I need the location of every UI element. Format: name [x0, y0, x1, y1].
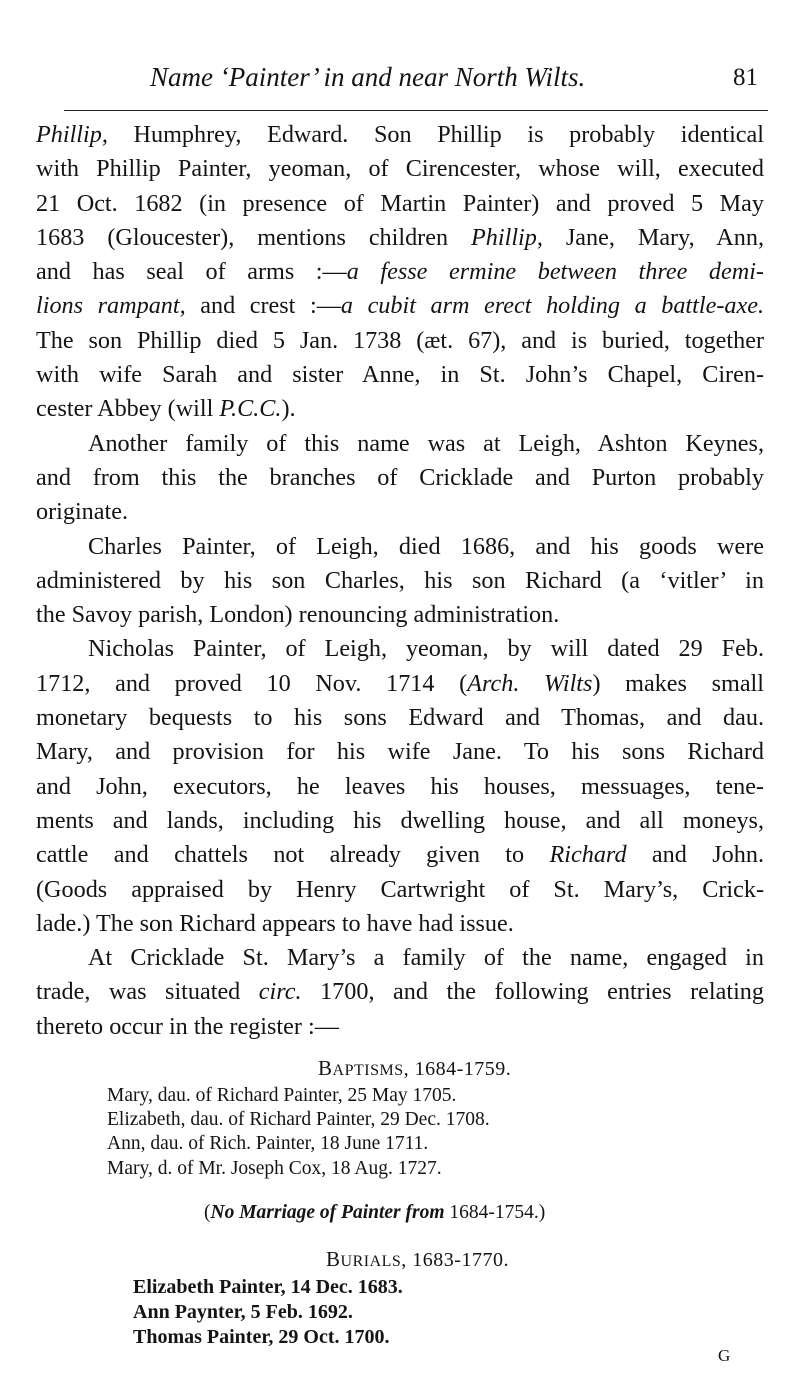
text-run: 1700, and the following entries relating [301, 978, 764, 1006]
text-run: trade, was situated [36, 978, 259, 1006]
text-line: Mary, and provision for his wife Jane. To his sons Richard [36, 738, 764, 766]
running-title: Name ‘Painter’ in and near North Wilts. [150, 62, 586, 92]
italic-abbrev: circ. [258, 978, 302, 1006]
baptisms-heading [318, 1056, 511, 1081]
text-line: Nicholas Painter, of Leigh, yeoman, by will dated 29 Feb. [88, 635, 764, 663]
italic-name: Richard [549, 841, 627, 869]
text-line: lade.) The son Richard appears to have had issue. [36, 909, 514, 937]
text-line: ments and lands, including his dwelling house, and all moneys, [36, 806, 764, 834]
text-run: Humphrey, Edward. Son Phillip is probably identical [107, 121, 764, 148]
heading-dates: , 1683-1770. [401, 1249, 509, 1271]
text-line: At Cricklade St. Mary’s a family of the name, engaged in [88, 944, 764, 972]
list-item: Thomas Painter, 29 Oct. 1700. [133, 1326, 390, 1348]
text-line [36, 392, 764, 426]
page-number: 81 [733, 64, 758, 91]
heading-small-caps: APTISMS [332, 1062, 404, 1079]
text-run: 1683 (Gloucester), mentions children [36, 223, 472, 251]
text-run: cattle and chattels not already given to [36, 841, 550, 869]
signature-mark: G [718, 1346, 731, 1365]
italic-abbrev: P.C.C. [219, 395, 282, 423]
text-line: The son Phillip died 5 Jan. 1738 (æt. 67), and is buried, together [36, 326, 764, 354]
italic-blazon: lions rampant, [36, 292, 186, 320]
text-line [36, 221, 764, 255]
heading-initial: B [326, 1247, 341, 1271]
text-line: Another family of this name was at Leigh, Ashton Keynes, [88, 429, 764, 457]
text-line: thereto occur in the register :— [36, 1012, 339, 1040]
list-item: Ann, dau. of Rich. Painter, 18 June 1711. [107, 1133, 429, 1155]
text-line: (Goods appraised by Henry Cartwright of St. Mary’s, Crick- [36, 875, 764, 903]
body-text [36, 118, 764, 1044]
italic-blazon: a fesse ermine between three demi- [346, 258, 764, 286]
header-rule [64, 110, 768, 111]
text-run: and crest :— [185, 292, 341, 320]
text-run: ) makes small [592, 669, 765, 697]
list-item: Mary, d. of Mr. Joseph Cox, 18 Aug. 1727. [107, 1157, 442, 1179]
text-line [36, 838, 764, 872]
burials-entries [133, 1275, 403, 1350]
text-run: 1684-1754.) [444, 1202, 546, 1223]
list-item: Elizabeth Painter, 14 Dec. 1683. [133, 1276, 403, 1298]
text-run: Jane, Mary, Ann, [542, 223, 764, 251]
text-line: with wife Sarah and sister Anne, in St. John’s Chapel, Ciren- [36, 361, 764, 389]
text-run: 1712, and proved 10 Nov. 1714 ( [36, 669, 468, 697]
italic-crest: a cubit arm erect holding a battle-axe. [340, 292, 764, 320]
text-line [36, 289, 764, 323]
text-line: and John, executors, he leaves his houses, messuages, tene- [36, 772, 764, 800]
text-line: monetary bequests to his sons Edward and Thomas, and dau. [36, 704, 764, 732]
text-line: the Savoy parish, London) renouncing administration. [36, 601, 560, 629]
text-line [36, 118, 764, 152]
text-run: cester Abbey (will [36, 395, 220, 423]
text-line [36, 667, 764, 701]
list-item: Ann Paynter, 5 Feb. 1692. [133, 1301, 353, 1323]
heading-small-caps: URIALS [340, 1253, 402, 1270]
italic-citation: Arch. Wilts [467, 669, 593, 697]
text-line: and from this the branches of Cricklade and Purton probably [36, 463, 764, 491]
italic-note: No Marriage of Painter from [210, 1202, 445, 1223]
text-line: administered by his son Charles, his son Richard (a ‘vitler’ in [36, 566, 764, 594]
italic-name: Phillip, [36, 121, 108, 148]
text-line: with Phillip Painter, yeoman, of Cirencester, whose will, executed [36, 155, 764, 183]
text-line: 21 Oct. 1682 (in presence of Martin Painter) and proved 5 May [36, 189, 764, 217]
heading-initial: B [318, 1056, 333, 1080]
text-run: and has seal of arms :— [36, 258, 347, 286]
baptisms-entries [107, 1084, 490, 1181]
italic-name: Phillip, [471, 223, 543, 251]
text-line [36, 975, 764, 1009]
heading-dates: , 1684-1759. [403, 1058, 512, 1080]
text-line [36, 255, 764, 289]
text-run: ( [204, 1202, 211, 1223]
burials-heading [326, 1247, 509, 1272]
text-line: originate. [36, 498, 129, 526]
text-run: and John. [626, 841, 764, 869]
list-item: Mary, dau. of Richard Painter, 25 May 1705. [107, 1085, 457, 1106]
text-run: ). [281, 395, 296, 423]
marriage-note [204, 1202, 545, 1224]
list-item: Elizabeth, dau. of Richard Painter, 29 Dec. 1708. [107, 1109, 490, 1131]
text-line: Charles Painter, of Leigh, died 1686, and his goods were [88, 532, 764, 560]
